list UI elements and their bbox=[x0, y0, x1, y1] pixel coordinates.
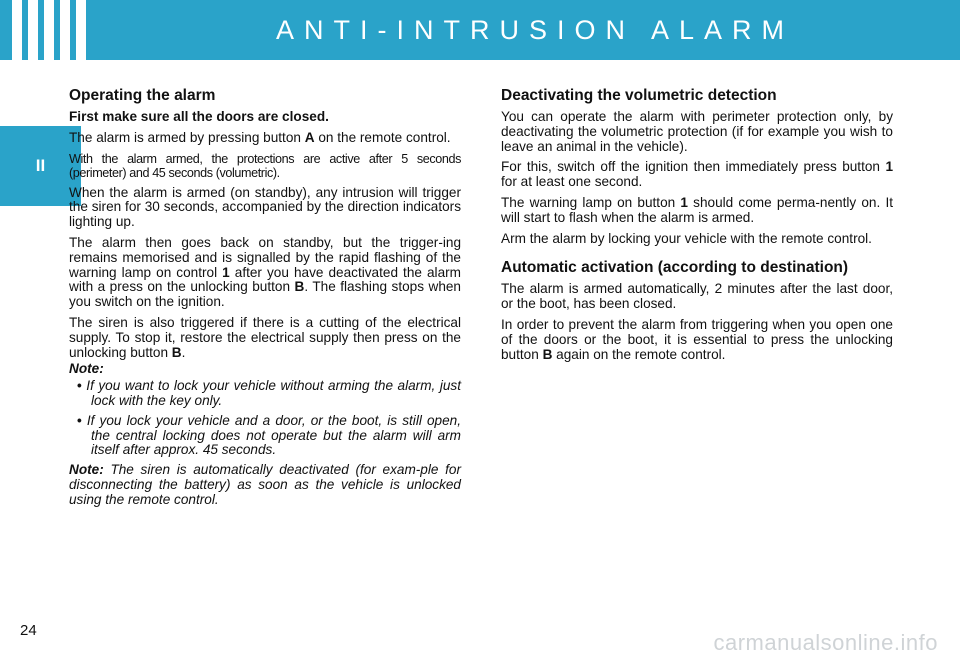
paragraph: Arm the alarm by locking your vehicle with the remote control. bbox=[501, 230, 872, 246]
paragraph: In order to prevent the alarm from triggering when you open one of the doors or the boot, it is essential to press the unlocking button B again on the remote control. bbox=[501, 316, 893, 362]
paragraph: For this, switch off the ignition then immediately press button 1 for at least one second. bbox=[501, 159, 893, 190]
paragraph: The alarm then goes back on standby, but the trigger-ing remains memorised and is signalled by the rapid flashing of the warning lamp on control 1 after you have deactivated the alarm with a press on the unlocking button B. The flashing stops when you switch on the ignition. bbox=[69, 234, 461, 310]
list-item: • If you lock your vehicle and a door, or the boot, is still open, the central locking does not operate but the alarm will arm itself after approx. 45 seconds. bbox=[77, 412, 461, 458]
paragraph: The warning lamp on button 1 should come perma-nently on. It will start to flash when the alarm is armed. bbox=[501, 194, 894, 225]
chapter-tab: II bbox=[0, 126, 81, 206]
stripe bbox=[44, 0, 54, 60]
left-column bbox=[69, 86, 461, 514]
paragraph: The siren is also triggered if there is a cutting of the electrical supply. To stop it, restore the electrical supply then press on the unlocking button B. bbox=[69, 314, 461, 360]
stripe bbox=[76, 0, 86, 60]
page-number: 24 bbox=[20, 622, 37, 639]
paragraph: You can operate the alarm with perimeter protection only, by deactivating the volumetric protection (if for example you wish to leave an animal in the vehicle). bbox=[501, 109, 893, 154]
note-label: Note: bbox=[69, 361, 104, 377]
header-stripes bbox=[12, 0, 86, 60]
stripe bbox=[28, 0, 38, 60]
final-note: Note: The siren is automatically deactivated (for exam-ple for disconnecting the battery) as soon as the vehicle is unlocked using the remote control. bbox=[69, 462, 461, 507]
paragraph: The alarm is armed by pressing button A on the remote control. bbox=[69, 129, 451, 145]
first-instruction: First make sure all the doors are closed. bbox=[69, 109, 329, 124]
note-list bbox=[69, 379, 461, 458]
right-column bbox=[501, 86, 893, 368]
paragraph: The alarm is armed automatically, 2 minutes after the last door, or the boot, has been closed. bbox=[501, 281, 893, 312]
header-bar bbox=[0, 0, 960, 60]
section-heading-automatic: Automatic activation (according to destination) bbox=[501, 259, 849, 277]
paragraph: When the alarm is armed (on standby), any intrusion will trigger the siren for 30 seconds, accompanied by the direction indicators lighting up. bbox=[69, 184, 461, 230]
section-heading-operating: Operating the alarm bbox=[69, 87, 216, 104]
watermark: carmanualsonline.info bbox=[713, 630, 938, 655]
paragraph: With the alarm armed, the protections are active after 5 seconds (perimeter) and 45 seconds (volumetric). bbox=[69, 151, 461, 180]
stripe bbox=[12, 0, 22, 60]
page-title: ANTI-INTRUSION ALARM bbox=[275, 15, 795, 45]
stripe bbox=[60, 0, 70, 60]
list-item: • If you want to lock your vehicle without arming the alarm, just lock with the key only. bbox=[77, 378, 461, 408]
section-heading-deactivating: Deactivating the volumetric detection bbox=[501, 87, 777, 104]
